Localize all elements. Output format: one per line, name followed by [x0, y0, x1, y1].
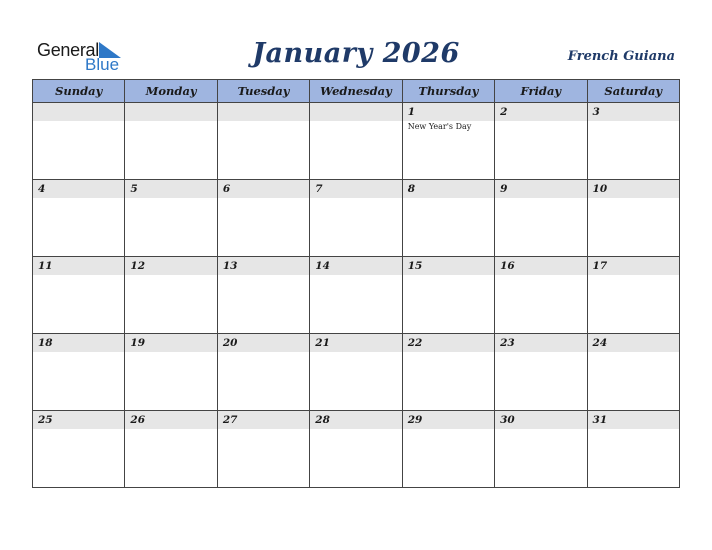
day-number: 1	[403, 103, 494, 121]
day-cell	[33, 334, 125, 411]
day-cell	[217, 411, 309, 488]
day-number: 9	[495, 180, 586, 198]
day-cell	[125, 103, 217, 180]
week-row	[33, 257, 680, 334]
weekday-sunday: Sunday	[33, 80, 125, 103]
day-cell	[310, 334, 402, 411]
day-cell	[217, 257, 309, 334]
day-number: 18	[33, 334, 124, 352]
day-number: 28	[310, 411, 401, 429]
week-row	[33, 103, 680, 180]
day-cell	[310, 180, 402, 257]
day-number: 22	[403, 334, 494, 352]
day-cell	[217, 334, 309, 411]
day-cell	[402, 411, 494, 488]
day-number: 8	[403, 180, 494, 198]
day-number: 3	[588, 103, 679, 121]
weekday-friday: Friday	[495, 80, 587, 103]
day-cell	[217, 103, 309, 180]
day-cell	[495, 334, 587, 411]
calendar-title: January 2026	[252, 38, 460, 69]
week-row	[33, 411, 680, 488]
day-number: 6	[218, 180, 309, 198]
day-number: 10	[588, 180, 679, 198]
day-number: 31	[588, 411, 679, 429]
day-cell	[125, 334, 217, 411]
day-number: 2	[495, 103, 586, 121]
day-cell	[495, 411, 587, 488]
day-number: 21	[310, 334, 401, 352]
weekday-thursday: Thursday	[402, 80, 494, 103]
day-cell	[587, 334, 679, 411]
day-cell	[310, 103, 402, 180]
day-cell	[33, 411, 125, 488]
week-row	[33, 180, 680, 257]
region-name: French Guiana	[567, 49, 675, 64]
month-calendar	[32, 79, 680, 488]
day-cell	[125, 411, 217, 488]
day-cell	[33, 257, 125, 334]
weekday-saturday: Saturday	[587, 80, 679, 103]
calendar-body	[33, 103, 680, 488]
week-row	[33, 334, 680, 411]
weekday-header-row	[33, 80, 680, 103]
day-cell	[402, 257, 494, 334]
day-cell	[33, 103, 125, 180]
day-cell	[402, 334, 494, 411]
day-cell	[310, 411, 402, 488]
day-number: 16	[495, 257, 586, 275]
day-number: 23	[495, 334, 586, 352]
day-cell	[587, 411, 679, 488]
day-number: 25	[33, 411, 124, 429]
day-cell	[33, 180, 125, 257]
day-number	[310, 103, 401, 121]
day-number	[33, 103, 124, 121]
day-number: 7	[310, 180, 401, 198]
day-number: 29	[403, 411, 494, 429]
day-number	[218, 103, 309, 121]
day-number: 5	[125, 180, 216, 198]
day-cell	[495, 180, 587, 257]
day-cell	[495, 103, 587, 180]
day-cell	[587, 257, 679, 334]
day-cell	[125, 257, 217, 334]
day-cell	[587, 103, 679, 180]
day-cell	[495, 257, 587, 334]
weekday-tuesday: Tuesday	[217, 80, 309, 103]
day-number: 26	[125, 411, 216, 429]
day-number: 11	[33, 257, 124, 275]
day-cell	[402, 103, 494, 180]
day-cell	[587, 180, 679, 257]
day-cell	[310, 257, 402, 334]
logo-word-blue: Blue	[85, 55, 120, 74]
day-number: 4	[33, 180, 124, 198]
day-cell	[217, 180, 309, 257]
day-number	[125, 103, 216, 121]
weekday-monday: Monday	[125, 80, 217, 103]
day-number: 12	[125, 257, 216, 275]
day-cell	[125, 180, 217, 257]
weekday-wednesday: Wednesday	[310, 80, 402, 103]
day-number: 15	[403, 257, 494, 275]
day-number: 13	[218, 257, 309, 275]
day-number: 27	[218, 411, 309, 429]
day-number: 30	[495, 411, 586, 429]
day-number: 19	[125, 334, 216, 352]
day-number: 24	[588, 334, 679, 352]
day-number: 14	[310, 257, 401, 275]
day-cell	[402, 180, 494, 257]
holiday-label: New Year's Day	[407, 122, 472, 131]
day-number: 17	[588, 257, 679, 275]
day-number: 20	[218, 334, 309, 352]
logo-word-general: General	[37, 40, 99, 60]
